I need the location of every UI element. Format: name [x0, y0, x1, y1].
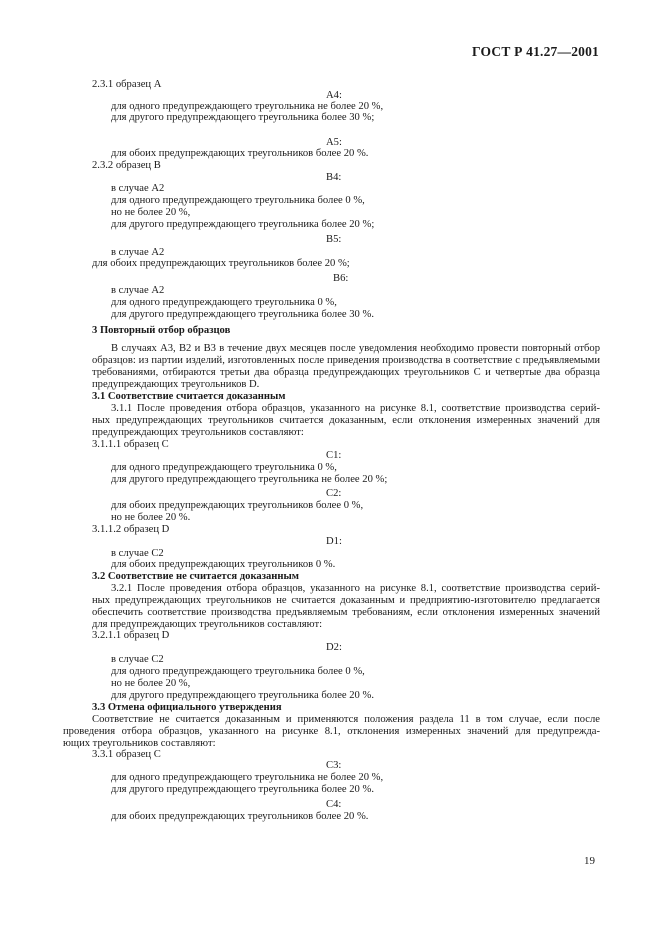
paragraph-line: В случаях А3, В2 и В3 в течение двух месяцев после уведомления необходимо провести повторный отбор — [111, 343, 600, 354]
text-line: для другого предупреждающего треугольника не более 20 %; — [111, 474, 388, 485]
paragraph-line: ных предупреждающих треугольников не считается доказанным и предприятию-изготовителю предлагается — [92, 595, 600, 606]
paragraph-line: Соответствие не считается доказанным и применяются положения раздела 11 в том случае, если после — [92, 714, 600, 725]
text-line: для другого предупреждающего треугольника более 20 %. — [111, 784, 374, 795]
paragraph-line: 3.2.1 После проведения отбора образцов, указанного на рисунке 8.1, соответствие производства серий- — [111, 583, 600, 594]
text-line: А4: — [326, 90, 342, 101]
text-line: для другого предупреждающего треугольника более 20 %. — [111, 690, 374, 701]
paragraph-line: ных предупреждающих треугольников считается доказанным, если отклонения измеренных значений для — [92, 415, 600, 426]
subsection-heading: 3.3 Отмена официального утверждения — [92, 702, 282, 713]
paragraph-line: для предупреждающих треугольников составляют: — [92, 619, 323, 630]
text-line: но не более 20 %, — [111, 678, 191, 689]
text-line: D1: — [326, 536, 342, 547]
paragraph-line: предупреждающих треугольников составляют: — [92, 427, 304, 438]
subsection-heading: 3.2 Соответствие не считается доказанным — [92, 571, 299, 582]
paragraph-line: 3.1.1 После проведения отбора образцов, указанного на рисунке 8.1, соответствие производства серий- — [111, 403, 600, 414]
page-header-title: ГОСТ Р 41.27—2001 — [472, 44, 599, 59]
text-line: для обоих предупреждающих треугольников более 0 %, — [111, 500, 364, 511]
text-line: 3.2.1.1 образец D — [92, 630, 170, 641]
text-line: для другого предупреждающего треугольника более 30 %; — [111, 112, 375, 123]
text-line: для одного предупреждающего треугольника 0 %, — [111, 462, 337, 473]
text-line: 3.1.1.1 образец С — [92, 439, 169, 450]
text-line: в случае А2 — [111, 285, 165, 296]
text-line: для обоих предупреждающих треугольников более 20 %. — [111, 148, 369, 159]
text-line: С2: — [326, 488, 342, 499]
text-line: 3.1.1.2 образец D — [92, 524, 170, 535]
text-line: для одного предупреждающего треугольника более 0 %, — [111, 195, 365, 206]
section-heading: 3 Повторный отбор образцов — [92, 325, 231, 336]
paragraph-line: проведения отбора образцов, указанного на рисунке 8.1, отклонения измеренных значений для предупрежда- — [63, 726, 600, 737]
subsection-heading: 3.1 Соответствие считается доказанным — [92, 391, 286, 402]
text-line: для одного предупреждающего треугольника не более 20 %, — [111, 101, 384, 112]
text-line: для одного предупреждающего треугольника не более 20 %, — [111, 772, 384, 783]
paragraph-line: требованиями, отбираются третьи два образца предупреждающих треугольников С и четвертые два образца — [92, 367, 600, 378]
paragraph-line: образцов: из партии изделий, изготовленных после приведения производства в соответствие с предъявляемыми — [92, 355, 600, 366]
text-line: для другого предупреждающего треугольника более 20 %; — [111, 219, 375, 230]
paragraph-line: предупреждающих треугольников D. — [92, 379, 260, 390]
text-line: В6: — [333, 273, 349, 284]
text-line: D2: — [326, 642, 342, 653]
text-line: А5: — [326, 137, 342, 148]
text-line: С3: — [326, 760, 342, 771]
text-line: но не более 20 %, — [111, 207, 191, 218]
text-line: в случае А2 — [111, 183, 165, 194]
text-line: в случае С2 — [111, 548, 164, 559]
text-line: в случае А2 — [111, 247, 165, 258]
text-line: в случае С2 — [111, 654, 164, 665]
text-line: В4: — [326, 172, 342, 183]
text-line: В5: — [326, 234, 342, 245]
text-line: 3.3.1 образец С — [92, 749, 161, 760]
text-line: 2.3.2 образец В — [92, 160, 161, 171]
text-line: С4: — [326, 799, 342, 810]
paragraph-line: обеспечить соответствие производства предъявляемым требованиям, если отклонения измеренных значений — [92, 607, 600, 618]
text-line: 2.3.1 образец А — [92, 79, 162, 90]
text-line: для другого предупреждающего треугольника более 30 %. — [111, 309, 374, 320]
text-line: для одного предупреждающего треугольника 0 %, — [111, 297, 337, 308]
text-line: для обоих предупреждающих треугольников более 20 %; — [92, 258, 350, 269]
text-line: для обоих предупреждающих треугольников более 20 %. — [111, 811, 369, 822]
text-line: С1: — [326, 450, 342, 461]
text-line: для обоих предупреждающих треугольников 0 %. — [111, 559, 336, 570]
page-number: 19 — [584, 855, 595, 867]
text-line: но не более 20 %. — [111, 512, 191, 523]
paragraph-line: ющих треугольников составляют: — [63, 738, 216, 749]
text-line: для одного предупреждающего треугольника более 0 %, — [111, 666, 365, 677]
